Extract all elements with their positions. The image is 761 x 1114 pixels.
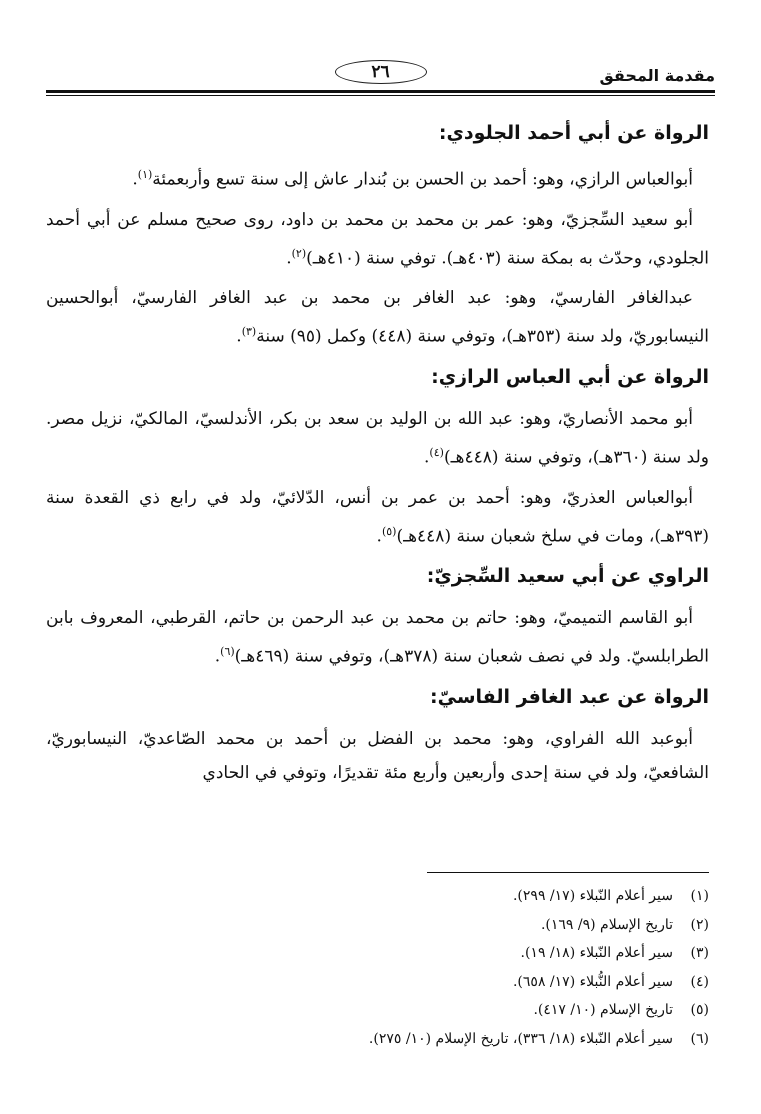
footnote-marker[interactable]: (١) [137, 168, 153, 181]
sentence-end: . [286, 248, 292, 269]
paragraph-text: أبوالعباس الرازي، وهو: أحمد بن الحسن بن بُندار عاش إلى سنة تسع وأربعمئة [152, 169, 693, 190]
paragraph [46, 722, 709, 790]
page-number: ٢٦ [335, 60, 427, 84]
sentence-end: . [132, 169, 138, 190]
footnote-number: (١) [690, 888, 709, 904]
running-title: مقدمة المحقق [599, 66, 715, 85]
footnote-number: (٤) [690, 973, 709, 990]
paragraph-text: عبدالغافر الفارسيّ، وهو: عبد الغافر بن محمد بن عبد الغافر الفارسيّ، أبوالحسين النيسابوريّ، ولد سنة (٣٥٣هـ)، وتوفي سنة (٤٤٨) وكمل (٩٥) سنة [46, 288, 709, 347]
paragraph [46, 402, 709, 475]
section-heading: الرواة عن أبي العباس الرازي: [431, 365, 709, 388]
footnote-marker[interactable]: (٢) [291, 246, 307, 260]
footnote-item [46, 882, 709, 911]
main-text [46, 116, 709, 796]
footnote-text: تاريخ الإسلام (٩/ ١٦٩). [540, 916, 673, 933]
paragraph [46, 281, 709, 354]
footnote-number: (٢) [690, 916, 709, 933]
paragraph-text: أبوالعباس العذريّ، وهو: أحمد بن عمر بن أنس، الدّلائيّ، ولد في رابع ذي القعدة سنة (٣٩٣هـ)، ومات في سلخ شعبان سنة (٤٤٨هـ) [46, 487, 709, 547]
footnote-item [46, 1025, 709, 1054]
footnotes [46, 882, 709, 1053]
footnote-item [46, 911, 709, 940]
sentence-end: . [236, 326, 242, 347]
paragraph-text: أبو سعيد السِّجزيّ، وهو: عمر بن محمد بن محمد بن داود، روى صحيح مسلم عن أبي أحمد الجلودي، وحدّث به بمكة سنة (٤٠٣هـ). توفي سنة (٤١٠هـ) [46, 209, 709, 269]
paragraph [46, 203, 709, 276]
footnote-text: سير أعلام النُّبلاء (١٧/ ٦٥٨). [512, 973, 673, 990]
footnote-item [46, 996, 709, 1025]
section-heading: الراوي عن أبي سعيد السِّجزيّ: [426, 565, 709, 588]
footnote-text: سير أعلام النّبلاء (١٨/ ١٩). [520, 945, 673, 961]
section-heading: الرواة عن أبي أحمد الجلودي: [438, 122, 709, 144]
footnote-marker[interactable]: (٤) [429, 445, 444, 459]
header-rule-thin [46, 95, 715, 96]
sentence-end: . [376, 526, 382, 547]
footnote-number: (٥) [690, 1002, 709, 1018]
footnote-separator [427, 872, 709, 873]
footnote-marker[interactable]: (٦) [220, 645, 235, 659]
paragraph-text: أبو القاسم التميميّ، وهو: حاتم بن محمد بن عبد الرحمن بن حاتم، القرطبي، المعروف بابن الطرابلسيّ. ولد في نصف شعبان سنة (٣٧٨هـ)، وتوفي سنة (٤٦٩هـ) [46, 608, 709, 667]
paragraph [46, 158, 709, 197]
page-header [46, 52, 715, 98]
paragraph-text: أبو محمد الأنصاريّ، وهو: عبد الله بن الوليد بن سعد بن بكر، الأندلسيّ، المالكيّ، نزيل مصر. ولد سنة (٣٦٠هـ)، وتوفي سنة (٤٤٨هـ) [46, 408, 709, 468]
footnote-text: سير أعلام النّبلاء (١٨/ ٣٣٦)، تاريخ الإسلام (١٠/ ٢٧٥). [368, 1030, 673, 1047]
paragraph-text: أبوعبد الله الفراوي، وهو: محمد بن الفضل بن أحمد بن محمد الصّاعديّ، النيسابوريّ، الشافعيّ، ولد في سنة إحدى وأربعين وأربع مئة تقديرًا، وتوفي في الحادي [46, 728, 709, 783]
footnote-text: تاريخ الإسلام (١٠/ ٤١٧). [533, 1002, 673, 1018]
header-rule-thick [46, 90, 715, 93]
paragraph [46, 481, 709, 554]
footnote-item [46, 939, 709, 968]
section-heading: الرواة عن عبد الغافر الفاسيّ: [430, 685, 709, 708]
footnote-item [46, 968, 709, 997]
sentence-end: . [214, 646, 221, 667]
footnote-marker[interactable]: (٥) [381, 524, 397, 538]
footnote-text: سير أعلام النّبلاء (١٧/ ٢٩٩). [512, 888, 673, 904]
footnote-marker[interactable]: (٣) [241, 325, 257, 339]
paragraph [46, 601, 709, 674]
sentence-end: . [424, 447, 430, 468]
footnote-number: (٦) [690, 1030, 709, 1047]
footnote-number: (٣) [690, 945, 709, 961]
